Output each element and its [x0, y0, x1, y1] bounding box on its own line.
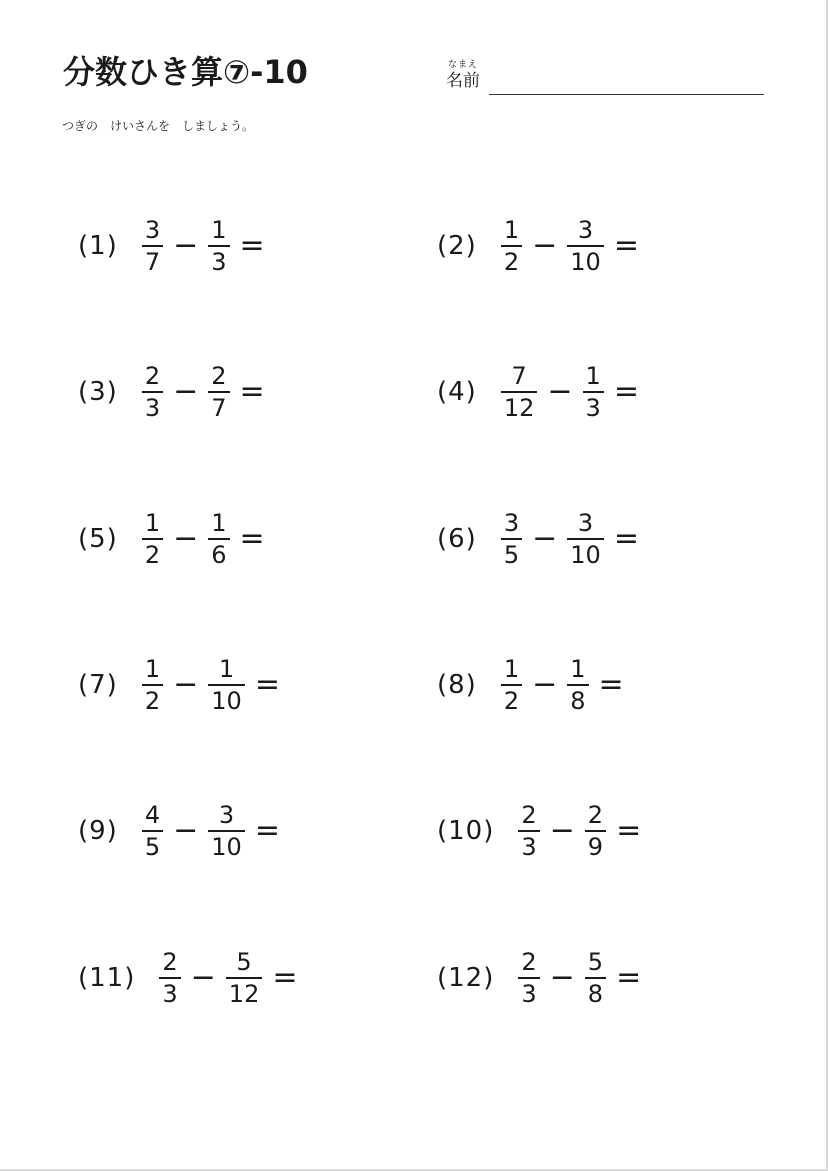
problem-number: (6): [437, 524, 477, 554]
problem-item: [78, 216, 265, 276]
fraction-second: [585, 949, 606, 1007]
fraction-denominator: 5: [144, 833, 161, 861]
minus-sign: −: [173, 228, 199, 263]
problem-number: (1): [78, 231, 118, 261]
problem-item: [437, 509, 639, 569]
problem-item: [78, 948, 297, 1008]
minus-sign: −: [190, 960, 216, 995]
fraction-numerator: 1: [218, 655, 235, 683]
minus-sign: −: [532, 667, 558, 702]
fraction-first: [501, 363, 538, 421]
equals-sign: =: [616, 813, 642, 848]
fraction-numerator: 1: [144, 509, 161, 537]
fraction-denominator: 8: [570, 687, 586, 715]
fraction-second: [567, 510, 604, 568]
fraction-second: [208, 656, 245, 714]
problem-item: [78, 509, 265, 569]
problem-number: (3): [78, 377, 118, 407]
fraction-denominator: 7: [211, 394, 227, 422]
problem-number: (5): [78, 524, 118, 554]
fraction-numerator: 1: [211, 509, 227, 537]
fraction-denominator: 3: [162, 980, 178, 1008]
fraction-denominator: 3: [585, 394, 601, 422]
fraction-first: [142, 217, 163, 275]
fraction-numerator: 7: [511, 362, 527, 390]
minus-sign: −: [532, 228, 558, 263]
equals-sign: =: [616, 960, 642, 995]
fraction-numerator: 2: [162, 948, 178, 976]
fraction-second: [567, 656, 588, 714]
problem-number: (7): [78, 670, 118, 700]
fraction-numerator: 2: [521, 801, 537, 829]
fraction-denominator: 3: [521, 980, 537, 1008]
fraction-first: [142, 510, 163, 568]
minus-sign: −: [532, 521, 558, 556]
fraction-numerator: 1: [503, 216, 520, 244]
fraction-denominator: 10: [211, 687, 242, 715]
fraction-denominator: 3: [521, 833, 537, 861]
fraction-denominator: 12: [228, 980, 260, 1008]
fraction-numerator: 1: [585, 362, 601, 390]
fraction-first: [142, 656, 163, 714]
fraction-numerator: 5: [587, 948, 604, 976]
fraction-second: [208, 217, 229, 275]
fraction-denominator: 3: [144, 394, 161, 422]
equals-sign: =: [239, 228, 265, 263]
fraction-numerator: 3: [144, 216, 161, 244]
fraction-denominator: 2: [144, 541, 161, 569]
fraction-denominator: 3: [211, 248, 227, 276]
equals-sign: =: [613, 521, 639, 556]
fraction-numerator: 3: [218, 801, 235, 829]
fraction-numerator: 1: [570, 655, 586, 683]
fraction-second: [583, 363, 604, 421]
fraction-denominator: 2: [503, 687, 520, 715]
name-write-line[interactable]: [489, 94, 764, 95]
fraction-first: [518, 949, 539, 1007]
minus-sign: −: [547, 374, 573, 409]
problem-number: (8): [437, 670, 477, 700]
fraction-numerator: 2: [521, 948, 537, 976]
fraction-numerator: 1: [503, 655, 520, 683]
fraction-numerator: 2: [211, 362, 227, 390]
fraction-first: [501, 510, 522, 568]
equals-sign: =: [239, 374, 265, 409]
instruction-text: つぎの けいさんを しましょう。: [62, 119, 255, 133]
fraction-denominator: 10: [211, 833, 242, 861]
problem-number: (2): [437, 231, 477, 261]
minus-sign: −: [549, 960, 575, 995]
problem-number: (11): [78, 963, 136, 993]
fraction-second: [226, 949, 263, 1007]
fraction-denominator: 7: [144, 248, 161, 276]
name-field: [446, 58, 766, 98]
equals-sign: =: [613, 228, 639, 263]
fraction-numerator: 4: [144, 801, 161, 829]
minus-sign: −: [173, 813, 199, 848]
equals-sign: =: [239, 521, 265, 556]
minus-sign: −: [549, 813, 575, 848]
fraction-second: [208, 363, 229, 421]
fraction-numerator: 1: [211, 216, 227, 244]
minus-sign: −: [173, 374, 199, 409]
fraction-denominator: 2: [503, 248, 520, 276]
problem-number: (10): [437, 816, 495, 846]
equals-sign: =: [272, 960, 298, 995]
fraction-denominator: 8: [587, 980, 604, 1008]
problem-number: (9): [78, 816, 118, 846]
fraction-numerator: 3: [577, 509, 594, 537]
fraction-denominator: 5: [503, 541, 520, 569]
fraction-first: [518, 802, 539, 860]
name-label: 名前: [446, 71, 480, 91]
worksheet-title: 分数ひき算⑦-10: [63, 53, 308, 91]
equals-sign: =: [254, 667, 280, 702]
fraction-second: [208, 510, 229, 568]
minus-sign: −: [173, 521, 199, 556]
problem-item: [437, 948, 641, 1008]
fraction-denominator: 2: [144, 687, 161, 715]
problem-item: [437, 362, 639, 422]
fraction-denominator: 6: [211, 541, 227, 569]
fraction-second: [585, 802, 606, 860]
equals-sign: =: [598, 667, 624, 702]
fraction-numerator: 2: [144, 362, 161, 390]
fraction-first: [142, 363, 163, 421]
fraction-numerator: 3: [577, 216, 594, 244]
problem-number: (4): [437, 377, 477, 407]
fraction-first: [501, 656, 522, 714]
name-ruby: なまえ: [448, 60, 479, 70]
problem-item: [78, 801, 280, 861]
problem-item: [78, 655, 280, 715]
fraction-denominator: 9: [587, 833, 604, 861]
fraction-numerator: 1: [144, 655, 161, 683]
minus-sign: −: [173, 667, 199, 702]
fraction-first: [501, 217, 522, 275]
equals-sign: =: [613, 374, 639, 409]
fraction-numerator: 3: [503, 509, 520, 537]
problem-number: (12): [437, 963, 495, 993]
fraction-first: [142, 802, 163, 860]
problem-item: [437, 655, 624, 715]
problem-item: [78, 362, 265, 422]
fraction-denominator: 10: [570, 541, 601, 569]
fraction-second: [567, 217, 604, 275]
problem-item: [437, 801, 641, 861]
fraction-numerator: 5: [236, 948, 252, 976]
fraction-denominator: 12: [503, 394, 535, 422]
equals-sign: =: [254, 813, 280, 848]
fraction-denominator: 10: [570, 248, 601, 276]
fraction-first: [159, 949, 180, 1007]
fraction-numerator: 2: [587, 801, 604, 829]
fraction-second: [208, 802, 245, 860]
problem-item: [437, 216, 639, 276]
